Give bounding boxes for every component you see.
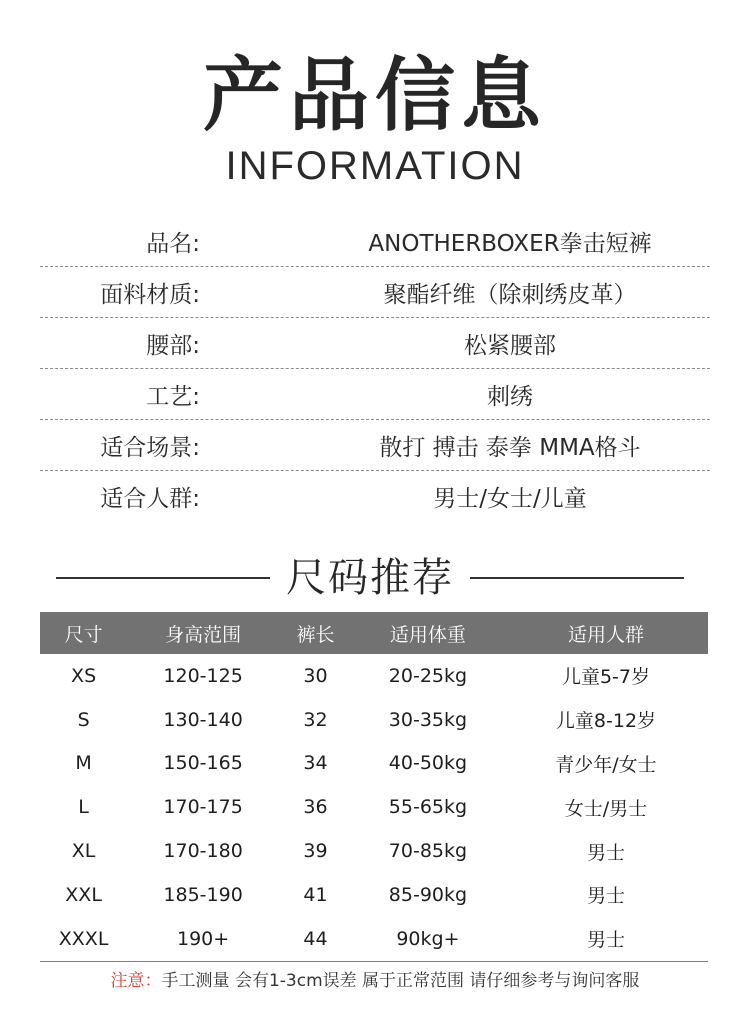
- page-title: 产品信息: [203, 49, 547, 142]
- table-cell: 36: [303, 796, 328, 819]
- table-row: [40, 742, 708, 786]
- info-label: 面料材质:: [100, 281, 200, 308]
- info-row-name: [40, 216, 710, 267]
- info-value: 松紧腰部: [464, 332, 556, 359]
- info-label: 腰部:: [146, 332, 200, 359]
- table-cell: 男士: [586, 885, 625, 908]
- info-row-craft: [40, 369, 710, 420]
- size-table: [40, 612, 708, 962]
- table-cell: 120-125: [163, 664, 243, 687]
- divider-right: [470, 577, 684, 579]
- measurement-note: [0, 966, 750, 991]
- table-cell: 女士/男士: [564, 797, 648, 820]
- table-cell: 儿童8-12岁: [555, 710, 657, 733]
- table-cell: 55-65kg: [388, 796, 468, 819]
- note-label: 注意：: [110, 971, 162, 991]
- table-row: [40, 917, 708, 961]
- header-cell: 尺寸: [40, 612, 127, 654]
- table-cell: 20-25kg: [388, 664, 468, 687]
- table-cell: XL: [71, 840, 96, 863]
- header-cell: 适用人群: [504, 612, 708, 654]
- info-row-material: [40, 267, 710, 318]
- table-cell: 90kg+: [352, 917, 504, 961]
- table-row: [40, 654, 708, 698]
- table-cell: 40-50kg: [388, 752, 468, 775]
- header-cell: 适用体重: [352, 612, 504, 654]
- table-cell: XXL: [65, 883, 102, 906]
- table-cell: M: [75, 752, 92, 775]
- table-cell: 39: [303, 840, 328, 863]
- info-label: 品名:: [146, 230, 200, 257]
- page-subtitle: INFORMATION: [225, 144, 525, 188]
- info-value: 男士/女士/儿童: [433, 486, 587, 512]
- header-cell: 裤长: [279, 612, 352, 654]
- table-cell: 170-180: [163, 840, 243, 863]
- size-section-header: [56, 548, 684, 608]
- table-cell: 41: [303, 883, 328, 906]
- info-row-audience: [40, 471, 710, 522]
- info-label: 适合场景:: [100, 434, 200, 461]
- table-cell: 男士: [504, 917, 708, 961]
- info-label: 工艺:: [146, 383, 200, 410]
- info-value: 刺绣: [487, 383, 533, 410]
- info-value: ANOTHERBOXER拳击短裤: [368, 230, 652, 257]
- info-value: 聚酯纤维（除刺绣皮革）: [383, 281, 637, 308]
- table-cell: 30-35kg: [388, 708, 468, 731]
- table-cell: 130-140: [163, 708, 243, 731]
- table-cell: XS: [71, 664, 97, 687]
- table-cell: 185-190: [163, 883, 243, 906]
- table-cell: 190+: [127, 917, 279, 961]
- table-row: [40, 873, 708, 917]
- table-cell: 30: [303, 664, 328, 687]
- table-cell: 150-165: [163, 752, 243, 775]
- table-cell: 男士: [586, 841, 625, 864]
- table-cell: 85-90kg: [388, 883, 468, 906]
- note-text: 手工测量 会有1-3cm误差 属于正常范围 请仔细参考与询问客服: [161, 971, 640, 991]
- size-section-title: 尺码推荐: [286, 555, 454, 601]
- table-cell: XXXL: [40, 917, 127, 961]
- table-cell: 44: [279, 917, 352, 961]
- table-cell: 34: [303, 752, 328, 775]
- divider-left: [56, 577, 270, 579]
- table-cell: 青少年/女士: [555, 753, 657, 776]
- table-cell: S: [77, 708, 90, 731]
- info-label: 适合人群:: [100, 486, 200, 512]
- table-cell: 170-175: [163, 796, 243, 819]
- size-table-header-row: [40, 612, 708, 654]
- table-cell: 70-85kg: [388, 840, 468, 863]
- header-cell: 身高范围: [127, 612, 279, 654]
- info-value: 散打 搏击 泰拳 MMA格斗: [379, 434, 641, 461]
- info-row-waist: [40, 318, 710, 369]
- table-row: [40, 829, 708, 873]
- info-row-scenario: [40, 420, 710, 471]
- table-cell: 儿童5-7岁: [561, 666, 650, 689]
- product-info-list: [40, 216, 710, 522]
- table-row: [40, 698, 708, 742]
- table-row: [40, 785, 708, 829]
- table-cell: 32: [303, 708, 328, 731]
- table-cell: L: [78, 796, 89, 819]
